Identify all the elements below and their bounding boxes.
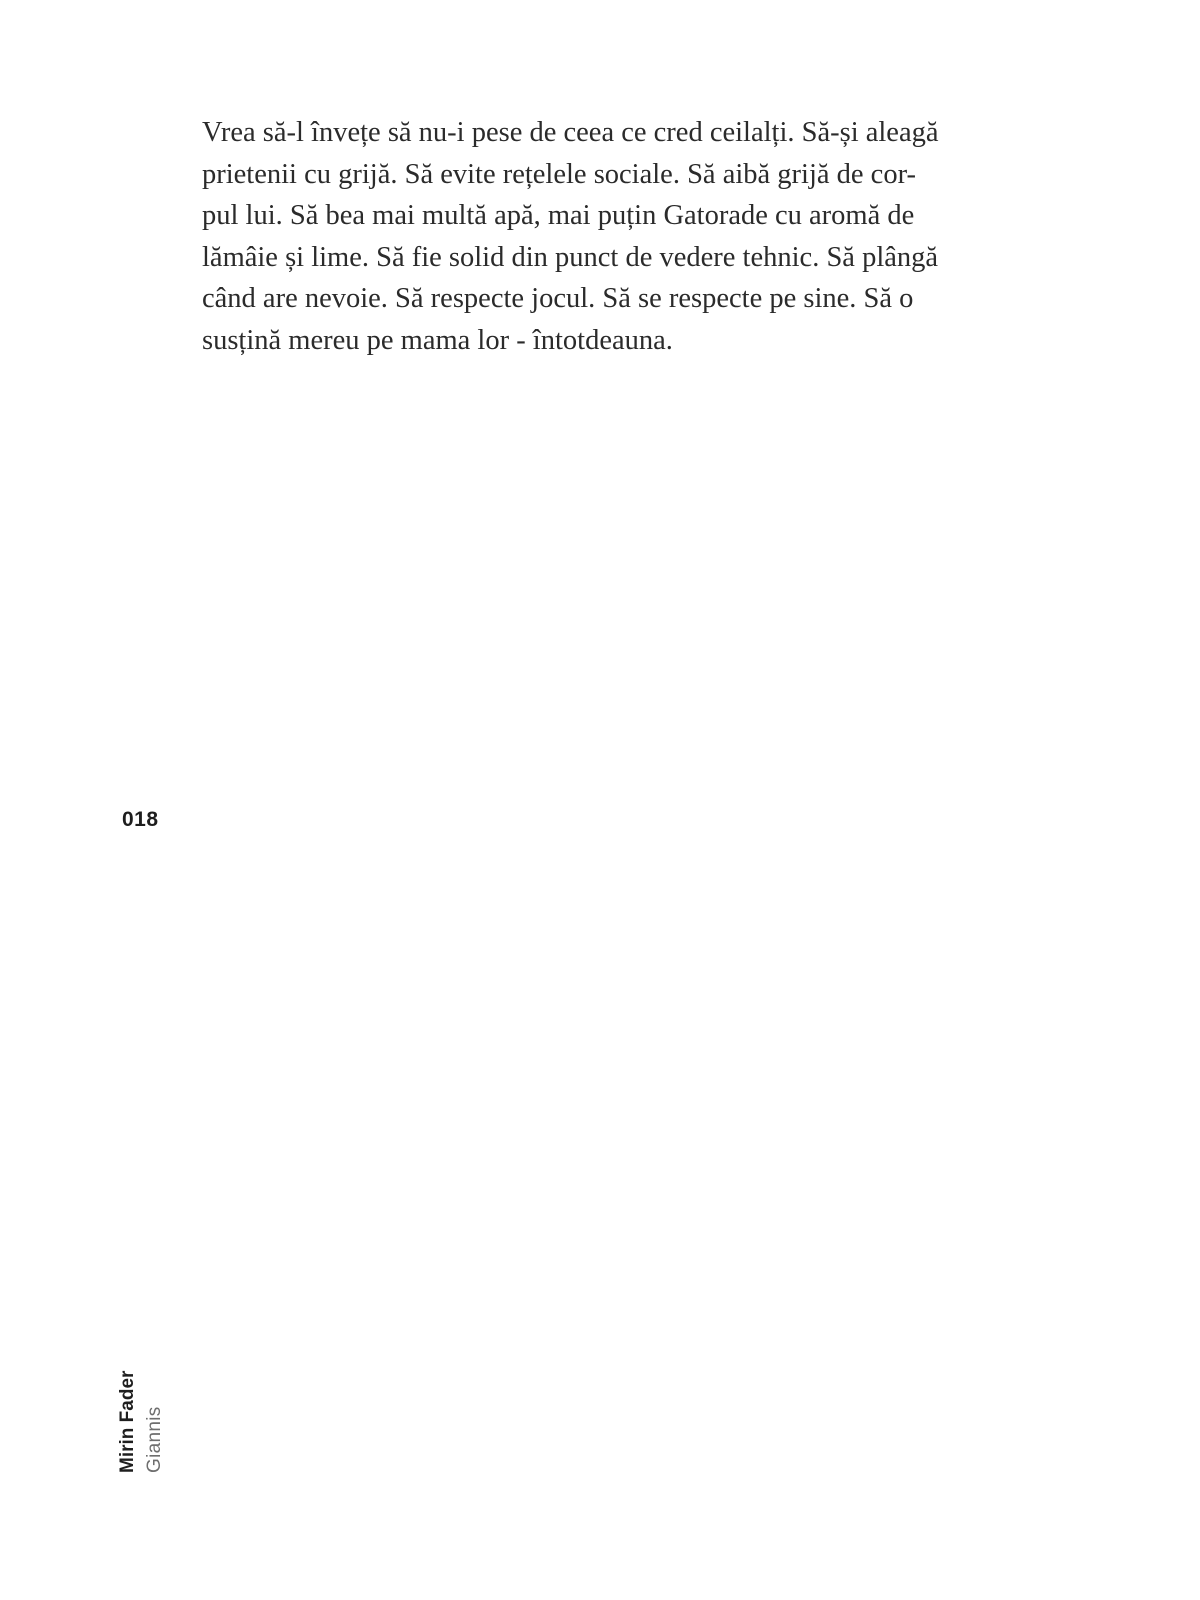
footer-book-title: Giannis <box>144 1406 165 1473</box>
body-line: când are nevoie. Să respecte jocul. Să se respecte pe sine. Să o <box>202 283 914 314</box>
body-line: pul lui. Să bea mai multă apă, mai puțin Gatorade cu aromă de <box>202 200 915 231</box>
footer-author: Mirin Fader <box>117 1370 138 1473</box>
body-line: Vrea să-l învețe să nu-i pese de ceea ce cred ceilalți. Să-și aleagă <box>202 117 939 148</box>
body-line: lămâie și lime. Să fie solid din punct de vedere tehnic. Să plângă <box>202 241 939 273</box>
body-paragraph <box>202 112 1022 361</box>
body-line: susțină mereu pe mama lor - întotdeauna. <box>202 324 673 356</box>
body-line: prietenii cu grijă. Să evite rețelele sociale. Să aibă grijă de cor- <box>202 158 916 190</box>
page-number: 018 <box>122 808 159 831</box>
running-footer <box>114 1293 168 1473</box>
